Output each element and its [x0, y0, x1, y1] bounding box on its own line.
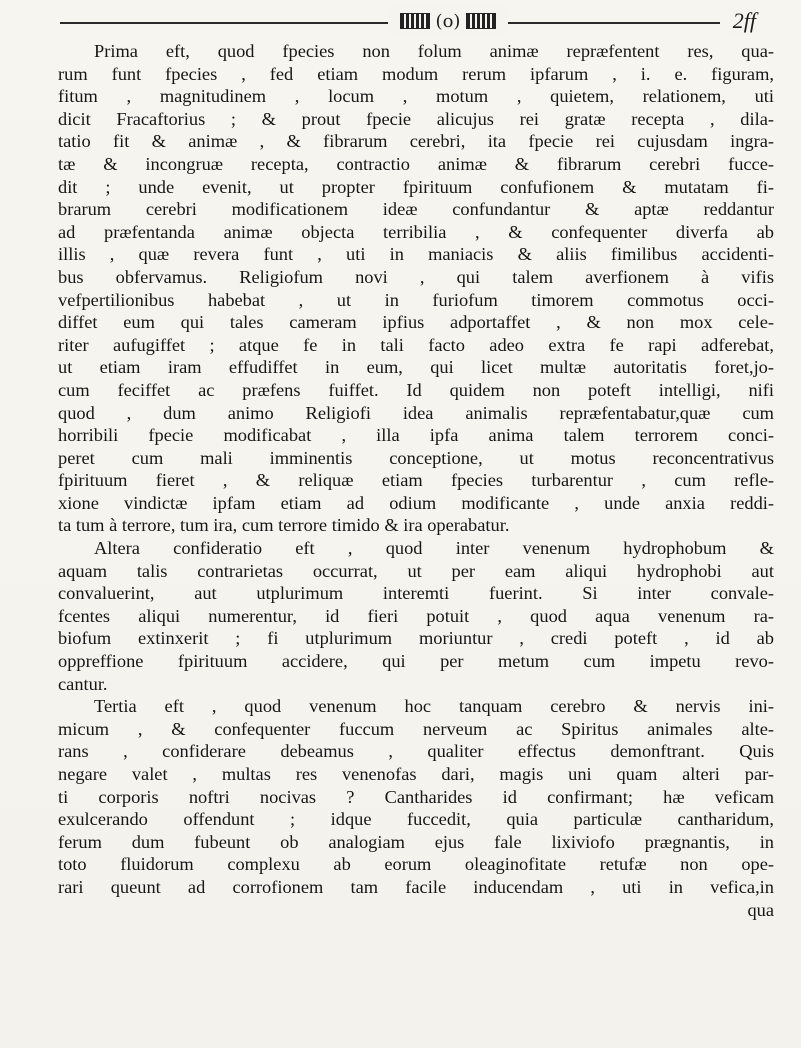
text-line: cantur.: [58, 673, 108, 694]
text-line: convaluerint, aut utplurimum interemti fuerint. Si inter convale-: [58, 583, 774, 604]
page-number: 2ff: [729, 8, 756, 34]
text-line: tæ & incongruæ recepta, contractio animæ & fibrarum cerebri fucce-: [58, 153, 774, 174]
text-line: toto fluidorum complexu ab eorum oleaginofitate retufæ non ope-: [58, 854, 774, 875]
text-line: Tertia eft , quod venenum hoc tanquam cerebro & nervis ini-: [94, 696, 774, 717]
text-line: xione vindictæ ipfam etiam ad odium modificante , unde anxia reddi-: [58, 492, 774, 513]
text-line: Prima eft, quod fpecies non folum animæ repræfentent res, qua-: [94, 41, 774, 61]
text-line: biofum extinxerit ; fi utplurimum moriuntur , credi poteft , id ab: [58, 628, 774, 649]
text-line: ut etiam iram effudiffet in eum, qui licet multæ autoritatis foret,jo-: [58, 357, 774, 378]
text-line: quod , dum animo Religiofi idea animalis repræfentabatur,quæ cum: [58, 402, 774, 423]
text-body: [58, 40, 774, 921]
text-line: rans , confiderare debeamus , qualiter effectus demonftrant. Quis: [58, 741, 774, 762]
text-line: Altera confideratio eft , quod inter venenum hydrophobum &: [94, 538, 774, 559]
text-line: diffet eum qui tales cameram ipfius adportaffet , & non mox cele-: [58, 312, 774, 333]
text-line: dit ; unde evenit, ut propter fpirituum confufionem & mutatam fi-: [58, 176, 774, 197]
text-line: fpirituum fieret , & reliquæ etiam fpecies turbarentur , cum refle-: [58, 470, 774, 491]
header-ornament: [388, 6, 508, 36]
page-header: [60, 6, 760, 36]
text-line: micum , & confequenter fuccum nerveum ac Spiritus animales alte-: [58, 718, 774, 739]
text-line: vefpertilionibus habebat , ut in furiofum timorem commotus occi-: [58, 289, 774, 310]
text-line: negare valet , multas res venenofas dari, magis uni quam alteri par-: [58, 764, 774, 784]
text-line: ferum dum fubeunt ob analogiam ejus fale lixiviofo prægnantis, in: [58, 831, 774, 852]
catchword: qua: [747, 899, 774, 920]
text-line: brarum cerebri modificationem ideæ confundantur & aptæ reddantur: [58, 199, 774, 220]
text-line: fcentes aliqui numerentur, id fieri potuit , quod aqua venenum ra-: [58, 605, 774, 626]
text-line: tatio fit & animæ , & fibrarum cerebri, ita fpecie rei cujusdam ingra-: [58, 131, 774, 152]
ornament-symbol: (o): [435, 10, 461, 32]
text-line: ta tum à terrore, tum ira, cum terrore timido & ira operabatur.: [58, 515, 510, 536]
text-line: peret cum mali imminentis conceptione, ut motus reconcentrativus: [58, 447, 774, 468]
ornament-left-block: [400, 13, 430, 29]
text-line: aquam talis contrarietas occurrat, ut per eam aliqui hydrophobi aut: [58, 560, 774, 581]
text-line: dicit Fracaftorius ; & prout fpecie alicujus rei gratæ recepta , dila-: [58, 108, 774, 129]
text-line: cum feciffet ac præfens fuiffet. Id quidem non poteft intelligi, nifi: [58, 379, 774, 400]
text-line: ad præfentanda animæ objecta terribilia , & confequenter diverfa ab: [58, 221, 774, 242]
text-line: fitum , magnitudinem , locum , motum , quietem, relationem, uti: [58, 86, 774, 107]
text-line: oppreffione fpirituum accidere, qui per metum cum impetu revo-: [58, 651, 774, 672]
text-line: riter aufugiffet ; atque fe in tali facto adeo extra fe rapi adferebat,: [58, 334, 774, 355]
text-line: bus obfervamus. Religiofum novi , qui talem averfionem à vifis: [58, 266, 774, 287]
text-line: ti corporis noftri nocivas ? Cantharides id confirmant; hæ veficam: [58, 786, 774, 807]
text-line: horribili fpecie modificabat , illa ipfa anima talem terrorem conci-: [58, 425, 774, 446]
text-line: rari queunt ad corrofionem tam facile inducendam , uti in vefica,in: [58, 876, 774, 897]
text-line: exulcerando offendunt ; idque fuccedit, quia particulæ cantharidum,: [58, 809, 774, 830]
text-line: rum funt fpecies , fed etiam modum rerum ipfarum , i. e. figuram,: [58, 63, 774, 84]
ornament-right-block: [466, 13, 496, 29]
text-line: illis , quæ revera funt , uti in maniacis & aliis fimilibus accidenti-: [58, 244, 774, 265]
